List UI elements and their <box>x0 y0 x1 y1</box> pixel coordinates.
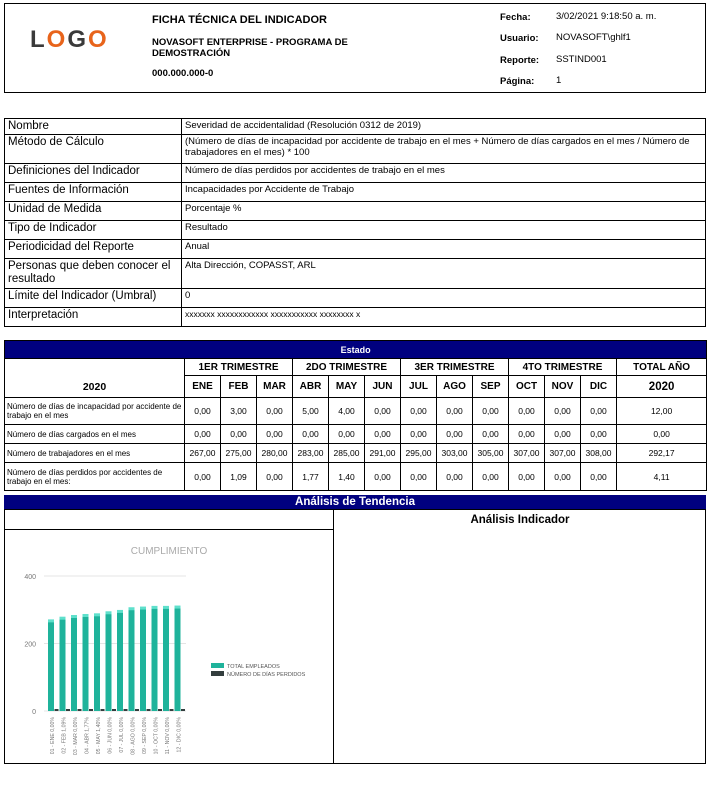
month-value: 275,00 <box>221 444 257 463</box>
month-header: ENE <box>185 376 221 398</box>
info-value: Alta Dirección, COPASST, ARL <box>182 259 706 289</box>
bar-total-employees <box>175 607 181 711</box>
x-tick-label: 07 - JUL 0,00% <box>119 717 125 753</box>
quarter-header: 2DO TRIMESTRE <box>293 359 401 376</box>
month-value: 283,00 <box>293 444 329 463</box>
month-value: 0,00 <box>581 463 617 491</box>
bar-lost-days <box>170 709 174 711</box>
bar-total-employees <box>129 609 135 711</box>
month-value: 0,00 <box>257 425 293 444</box>
indicator-analysis-title: Análisis Indicador <box>470 514 570 526</box>
row-total: 4,11 <box>617 463 707 491</box>
bar-cap <box>140 607 146 610</box>
bar-total-employees <box>106 613 112 711</box>
month-value: 307,00 <box>509 444 545 463</box>
x-tick-label: 04 - ABR 1,77% <box>84 717 91 754</box>
x-tick-label: 10 - OCT 0,00% <box>153 717 160 755</box>
bar-cap <box>48 619 54 622</box>
x-tick-label: 08 - AGO 0,00% <box>130 717 137 755</box>
month-value: 307,00 <box>545 444 581 463</box>
bar-cap <box>129 607 135 610</box>
month-header: AGO <box>437 376 473 398</box>
bar-total-employees <box>140 608 146 711</box>
month-value: 0,00 <box>473 425 509 444</box>
month-header: FEB <box>221 376 257 398</box>
x-tick-label: 12 - DIC 0,00% <box>176 717 183 753</box>
month-value: 0,00 <box>257 398 293 425</box>
chart-title: CUMPLIMIENTO <box>130 546 208 557</box>
month-header: NOV <box>545 376 581 398</box>
total-header: TOTAL AÑO <box>617 359 707 376</box>
x-tick-label: 03 - MAR 0,00% <box>73 717 79 756</box>
bar-total-employees <box>117 611 123 711</box>
table-row <box>5 425 707 444</box>
indicator-info-table <box>4 118 706 327</box>
trend-analysis-title: Análisis de Tendencia <box>4 495 706 509</box>
month-value: 0,00 <box>581 425 617 444</box>
info-key: Nombre <box>5 119 182 135</box>
table-row <box>5 444 707 463</box>
legend-swatch <box>211 671 224 676</box>
month-header: OCT <box>509 376 545 398</box>
month-value: 303,00 <box>437 444 473 463</box>
bar-lost-days <box>158 709 162 711</box>
date-label: Fecha: <box>500 12 531 23</box>
quarter-header: 4TO TRIMESTRE <box>509 359 617 376</box>
info-value: Porcentaje % <box>182 202 706 221</box>
month-value: 0,00 <box>473 398 509 425</box>
month-header: SEP <box>473 376 509 398</box>
month-value: 267,00 <box>185 444 221 463</box>
month-value: 0,00 <box>437 425 473 444</box>
bar-lost-days <box>89 709 93 711</box>
x-tick-label: 11 - NOV 0,00% <box>165 717 171 755</box>
page-label: Página: <box>500 76 535 87</box>
month-value: 5,00 <box>293 398 329 425</box>
row-total: 12,00 <box>617 398 707 425</box>
info-value: Anual <box>182 240 706 259</box>
bar-total-employees <box>94 615 100 711</box>
month-value: 0,00 <box>545 425 581 444</box>
month-value: 0,00 <box>185 398 221 425</box>
month-header: JUL <box>401 376 437 398</box>
analysis-left-divider <box>4 529 334 530</box>
month-value: 0,00 <box>401 463 437 491</box>
month-value: 0,00 <box>365 398 401 425</box>
user-label: Usuario: <box>500 33 539 44</box>
total-year: 2020 <box>617 376 707 398</box>
year-label: 2020 <box>5 359 185 398</box>
month-value: 0,00 <box>401 425 437 444</box>
month-header: DIC <box>581 376 617 398</box>
x-tick-label: 05 - MAY 1,40% <box>96 717 102 755</box>
bar-lost-days <box>135 709 139 711</box>
bar-lost-days <box>55 709 59 711</box>
page-value: 1 <box>556 75 562 86</box>
month-value: 0,00 <box>365 425 401 444</box>
x-tick-label: 06 - JUN 0,00% <box>107 717 114 754</box>
bar-total-employees <box>60 618 66 711</box>
month-value: 280,00 <box>257 444 293 463</box>
info-key: Periodicidad del Reporte <box>5 240 182 259</box>
quarter-header: 1ER TRIMESTRE <box>185 359 293 376</box>
month-value: 1,77 <box>293 463 329 491</box>
y-tick-label: 200 <box>24 641 36 649</box>
quarter-header: 3ER TRIMESTRE <box>401 359 509 376</box>
report-label: Reporte: <box>500 55 540 66</box>
month-value: 0,00 <box>293 425 329 444</box>
bar-total-employees <box>71 617 77 712</box>
info-value: 0 <box>182 289 706 308</box>
bar-lost-days <box>181 709 185 711</box>
month-header: MAY <box>329 376 365 398</box>
info-key: Interpretación <box>5 308 182 327</box>
report-title: FICHA TÉCNICA DEL INDICADOR <box>152 14 327 26</box>
month-value: 305,00 <box>473 444 509 463</box>
bar-cap <box>71 615 77 618</box>
row-label: Número de días de incapacidad por accidente de trabajo en el mes <box>5 398 185 425</box>
month-value: 4,00 <box>329 398 365 425</box>
compliance-chart <box>4 531 333 763</box>
table-row <box>5 463 707 491</box>
info-value: Incapacidades por Accidente de Trabajo <box>182 183 706 202</box>
y-tick-label: 0 <box>32 709 36 716</box>
month-value: 0,00 <box>401 398 437 425</box>
month-value: 0,00 <box>365 463 401 491</box>
estado-table <box>4 340 707 491</box>
month-value: 295,00 <box>401 444 437 463</box>
bar-cap <box>117 610 123 613</box>
info-key: Definiciones del Indicador <box>5 164 182 183</box>
x-tick-label: 09 - SEP 0,00% <box>142 717 148 754</box>
table-row <box>5 398 707 425</box>
row-label: Número de días cargados en el mes <box>5 425 185 444</box>
month-value: 3,00 <box>221 398 257 425</box>
bar-total-employees <box>152 607 158 711</box>
month-value: 0,00 <box>437 463 473 491</box>
legend-label: NÚMERO DE DÍAS PERDIDOS <box>227 672 306 678</box>
bar-lost-days <box>147 709 151 711</box>
company-logo: LOGO <box>30 26 109 53</box>
info-key: Fuentes de Información <box>5 183 182 202</box>
company-name: NOVASOFT ENTERPRISE - PROGRAMA DE DEMOSTRACIÓN <box>152 37 348 59</box>
month-value: 308,00 <box>581 444 617 463</box>
bar-cap <box>163 606 169 609</box>
month-value: 285,00 <box>329 444 365 463</box>
x-tick-label: 01 - ENE 0,00% <box>50 717 56 755</box>
estado-title: Estado <box>5 341 707 359</box>
info-value: xxxxxxx xxxxxxxxxxxx xxxxxxxxxxx xxxxxxxx x <box>182 308 706 327</box>
month-value: 1,40 <box>329 463 365 491</box>
legend-label: TOTAL EMPLEADOS <box>227 664 280 670</box>
bar-lost-days <box>124 709 128 711</box>
month-header: JUN <box>365 376 401 398</box>
bar-total-employees <box>48 621 54 711</box>
info-value: Número de días perdidos por accidentes de trabajo en el mes <box>182 164 706 183</box>
bar-cap <box>152 606 158 609</box>
bar-cap <box>60 617 66 620</box>
month-value: 291,00 <box>365 444 401 463</box>
month-value: 0,00 <box>545 463 581 491</box>
legend-swatch <box>211 663 224 668</box>
row-total: 0,00 <box>617 425 707 444</box>
month-value: 0,00 <box>581 398 617 425</box>
info-key: Tipo de Indicador <box>5 221 182 240</box>
bar-cap <box>106 611 112 614</box>
info-value: Resultado <box>182 221 706 240</box>
info-value: (Número de días de incapacidad por accidente de trabajo en el mes + Número de días cargados en el mes / Número de trabajadores en el mes) * 100 <box>182 135 706 164</box>
row-total: 292,17 <box>617 444 707 463</box>
info-key: Personas que deben conocer el resultado <box>5 259 182 289</box>
bar-lost-days <box>66 709 70 711</box>
month-value: 0,00 <box>221 425 257 444</box>
bar-total-employees <box>83 615 89 711</box>
month-value: 0,00 <box>473 463 509 491</box>
month-value: 0,00 <box>257 463 293 491</box>
month-value: 0,00 <box>509 425 545 444</box>
month-value: 0,00 <box>185 425 221 444</box>
bar-cap <box>83 614 89 617</box>
month-value: 0,00 <box>509 398 545 425</box>
month-value: 0,00 <box>437 398 473 425</box>
month-value: 0,00 <box>509 463 545 491</box>
info-key: Método de Cálculo <box>5 135 182 164</box>
user-value: NOVASOFT\ghlf1 <box>556 32 631 43</box>
bar-total-employees <box>163 607 169 711</box>
date-value: 3/02/2021 9:18:50 a. m. <box>556 11 657 22</box>
month-header: MAR <box>257 376 293 398</box>
report-value: SSTIND001 <box>556 54 607 65</box>
bar-lost-days <box>112 709 116 711</box>
info-key: Límite del Indicador (Umbral) <box>5 289 182 308</box>
bar-lost-days <box>78 709 82 711</box>
row-label: Número de días perdidos por accidentes de trabajo en el mes: <box>5 463 185 491</box>
y-tick-label: 400 <box>24 574 36 581</box>
bar-cap <box>175 606 181 609</box>
bar-cap <box>94 613 100 616</box>
month-value: 1,09 <box>221 463 257 491</box>
x-tick-label: 02 - FEB 1,09% <box>61 717 68 754</box>
month-header: ABR <box>293 376 329 398</box>
analysis-divider <box>333 509 334 764</box>
company-nit: 000.000.000-0 <box>152 68 214 79</box>
month-value: 0,00 <box>329 425 365 444</box>
month-value: 0,00 <box>545 398 581 425</box>
info-key: Unidad de Medida <box>5 202 182 221</box>
bar-lost-days <box>101 709 105 711</box>
info-value: Severidad de accidentalidad (Resolución 0312 de 2019) <box>182 119 706 135</box>
row-label: Número de trabajadores en el mes <box>5 444 185 463</box>
month-value: 0,00 <box>185 463 221 491</box>
